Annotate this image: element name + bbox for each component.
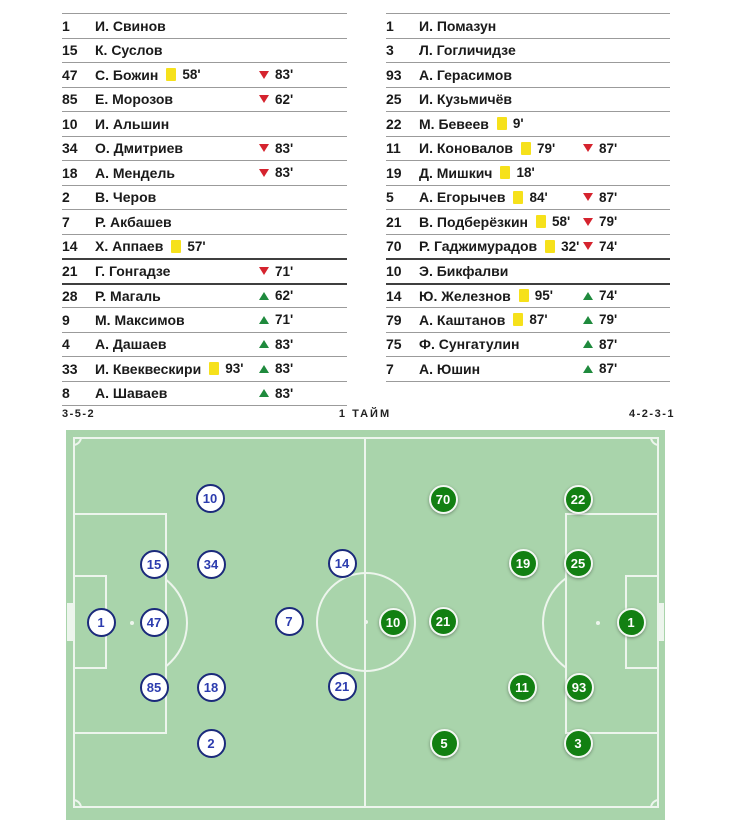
player-marker-home[interactable]: 47 — [140, 608, 169, 637]
player-marker-away[interactable]: 21 — [429, 607, 458, 636]
sub-in-icon — [583, 292, 593, 300]
player-name: С. Божин — [95, 66, 159, 83]
player-name: Д. Мишкич — [419, 164, 493, 181]
player-number: 1 — [386, 17, 394, 34]
sub-out-icon — [583, 218, 593, 226]
sub-minute: 87' — [599, 361, 618, 377]
player-name: А. Каштанов — [419, 311, 506, 328]
substitution — [583, 337, 617, 352]
sub-out-icon — [259, 95, 269, 103]
substitution — [583, 361, 617, 376]
player-row[interactable] — [62, 209, 347, 234]
player-row[interactable] — [386, 111, 670, 136]
player-row[interactable] — [62, 87, 347, 112]
player-number: 5 — [386, 189, 394, 206]
player-name: В. Подберёзкин — [419, 213, 529, 230]
yellow-card-icon — [519, 289, 529, 302]
yellow-card-icon — [209, 362, 219, 375]
player-marker-home[interactable]: 18 — [197, 673, 226, 702]
player-number: 33 — [62, 360, 78, 377]
player-name: А. Юшин — [419, 360, 481, 377]
sub-minute: 83' — [275, 165, 294, 181]
player-number: 15 — [62, 42, 78, 59]
substitution — [259, 67, 293, 82]
player-number: 7 — [62, 213, 70, 230]
yellow-card-icon — [513, 313, 523, 326]
substitution — [259, 312, 293, 327]
substitution — [583, 190, 617, 205]
player-number: 14 — [62, 238, 78, 255]
player-name: И. Квеквескири — [95, 360, 202, 377]
substitution — [583, 141, 617, 156]
player-row[interactable] — [62, 381, 347, 406]
player-row[interactable] — [386, 62, 670, 87]
player-marker-home[interactable]: 15 — [140, 550, 169, 579]
yellow-card-minute: 32' — [561, 238, 580, 254]
player-marker-home[interactable]: 7 — [275, 607, 304, 636]
yellow-card-icon — [545, 240, 555, 253]
sub-minute: 87' — [599, 189, 618, 205]
player-marker-home[interactable]: 2 — [197, 729, 226, 758]
sub-minute: 79' — [599, 214, 618, 230]
player-number: 11 — [386, 140, 401, 157]
player-name: Ф. Сунгатулин — [419, 336, 520, 353]
substitution — [259, 386, 293, 401]
sub-minute: 83' — [275, 385, 294, 401]
substitution — [583, 239, 617, 254]
player-row[interactable] — [386, 283, 670, 308]
sub-minute: 71' — [275, 312, 294, 328]
sub-out-icon — [259, 267, 269, 275]
sub-minute: 74' — [599, 238, 618, 254]
player-name: И. Свинов — [95, 17, 166, 34]
penalty-arc-right — [540, 567, 565, 679]
yellow-card-minute: 9' — [512, 116, 524, 132]
player-marker-away[interactable]: 93 — [565, 673, 594, 702]
yellow-card-icon — [536, 215, 546, 228]
player-name: К. Суслов — [95, 42, 163, 59]
substitution — [259, 264, 293, 279]
player-name: Р. Гаджимурадов — [419, 238, 538, 255]
player-row[interactable] — [62, 332, 347, 357]
yellow-card-minute: 84' — [529, 189, 548, 205]
player-number: 93 — [386, 66, 402, 83]
sub-in-icon — [259, 292, 269, 300]
player-number: 34 — [62, 140, 78, 157]
player-marker-home[interactable]: 85 — [140, 673, 169, 702]
sub-minute: 74' — [599, 288, 618, 304]
sub-minute: 87' — [599, 336, 618, 352]
player-name: М. Бевеев — [419, 115, 489, 132]
player-row[interactable] — [62, 307, 347, 332]
player-row[interactable] — [386, 185, 670, 210]
player-name: М. Максимов — [95, 311, 185, 328]
player-name: Р. Магаль — [95, 287, 161, 304]
sub-minute: 83' — [275, 336, 294, 352]
sub-out-icon — [259, 144, 269, 152]
player-row[interactable] — [386, 356, 670, 381]
sub-in-icon — [583, 316, 593, 324]
player-row[interactable] — [62, 136, 347, 161]
yellow-card-icon — [500, 166, 510, 179]
player-number: 1 — [62, 17, 70, 34]
player-row[interactable] — [386, 38, 670, 63]
player-number: 85 — [62, 91, 78, 108]
player-row[interactable] — [386, 258, 670, 283]
player-name: Х. Аппаев — [95, 238, 164, 255]
player-name: Э. Бикфалви — [419, 263, 509, 280]
player-marker-away[interactable]: 5 — [430, 729, 459, 758]
substitution — [259, 361, 293, 376]
player-number: 9 — [62, 311, 70, 328]
player-name: Г. Гонгадзе — [95, 263, 171, 280]
player-name: О. Дмитриев — [95, 140, 184, 157]
player-marker-home[interactable]: 10 — [196, 484, 225, 513]
player-row[interactable] — [386, 13, 670, 38]
player-name: И. Коновалов — [419, 140, 514, 157]
player-row[interactable] — [386, 209, 670, 234]
player-marker-home[interactable]: 1 — [87, 608, 116, 637]
substitution — [583, 214, 617, 229]
player-number: 25 — [386, 91, 402, 108]
player-name: А. Шаваев — [95, 385, 168, 402]
player-row[interactable] — [62, 111, 347, 136]
sub-out-icon — [259, 169, 269, 177]
pitch — [66, 430, 665, 820]
yellow-card-icon — [166, 68, 176, 81]
player-row[interactable] — [386, 87, 670, 112]
player-row[interactable] — [62, 356, 347, 381]
home-formation-label: 3-5-2 — [62, 408, 96, 420]
player-marker-home[interactable]: 34 — [197, 550, 226, 579]
sub-minute: 83' — [275, 140, 294, 156]
period-label: 1 ТАЙМ — [338, 408, 392, 420]
yellow-card-minute: 95' — [534, 288, 553, 304]
penalty-spot-right — [596, 621, 600, 625]
home-roster-list — [62, 13, 347, 406]
away-formation-label: 4-2-3-1 — [629, 408, 675, 420]
player-number: 2 — [62, 189, 70, 206]
player-marker-away[interactable]: 11 — [508, 673, 537, 702]
player-row[interactable] — [386, 307, 670, 332]
yellow-card-minute: 18' — [516, 165, 535, 181]
sub-in-icon — [259, 389, 269, 397]
away-roster-list — [386, 13, 670, 382]
player-number: 28 — [62, 287, 78, 304]
substitution — [259, 165, 293, 180]
sub-in-icon — [259, 340, 269, 348]
yellow-card-icon — [171, 240, 181, 253]
player-marker-away[interactable]: 1 — [617, 608, 646, 637]
penalty-arc-left — [167, 567, 192, 679]
substitution — [259, 288, 293, 303]
sub-minute: 71' — [275, 263, 294, 279]
player-number: 10 — [386, 263, 402, 280]
yellow-card-icon — [521, 142, 531, 155]
sub-minute: 87' — [599, 140, 618, 156]
goal-left — [67, 603, 73, 641]
player-marker-away[interactable]: 70 — [429, 485, 458, 514]
player-row[interactable] — [386, 332, 670, 357]
player-number: 4 — [62, 336, 70, 353]
substitution — [583, 288, 617, 303]
player-name: Л. Гогличидзе — [419, 42, 516, 59]
substitution — [259, 337, 293, 352]
sub-in-icon — [259, 316, 269, 324]
sub-out-icon — [583, 193, 593, 201]
player-number: 7 — [386, 360, 394, 377]
player-marker-home[interactable]: 21 — [328, 672, 357, 701]
player-number: 14 — [386, 287, 402, 304]
sub-out-icon — [583, 144, 593, 152]
sub-minute: 62' — [275, 91, 294, 107]
player-name: И. Кузьмичёв — [419, 91, 513, 108]
penalty-spot-left — [130, 621, 134, 625]
sub-minute: 83' — [275, 361, 294, 377]
goal-right — [658, 603, 664, 641]
yellow-card-minute: 87' — [529, 312, 548, 328]
player-row[interactable] — [386, 136, 670, 161]
player-name: А. Дашаев — [95, 336, 167, 353]
player-row[interactable] — [62, 234, 347, 259]
sub-minute: 83' — [275, 67, 294, 83]
player-name: И. Помазун — [419, 17, 497, 34]
player-number: 10 — [62, 115, 78, 132]
yellow-card-minute: 93' — [225, 361, 244, 377]
sub-minute: 79' — [599, 312, 618, 328]
player-marker-away[interactable]: 25 — [564, 549, 593, 578]
sub-in-icon — [583, 340, 593, 348]
player-row[interactable] — [62, 62, 347, 87]
player-number: 18 — [62, 164, 78, 181]
player-marker-away[interactable]: 19 — [509, 549, 538, 578]
player-row[interactable] — [386, 160, 670, 185]
player-name: Р. Акбашев — [95, 213, 172, 230]
player-name: Е. Морозов — [95, 91, 174, 108]
player-row[interactable] — [62, 185, 347, 210]
player-name: А. Егорычев — [419, 189, 506, 206]
player-number: 22 — [386, 115, 402, 132]
sub-out-icon — [583, 242, 593, 250]
player-number: 3 — [386, 42, 394, 59]
player-number: 47 — [62, 66, 78, 83]
player-name: В. Черов — [95, 189, 157, 206]
sub-in-icon — [583, 365, 593, 373]
player-name: И. Альшин — [95, 115, 170, 132]
player-row[interactable] — [62, 38, 347, 63]
sub-minute: 62' — [275, 288, 294, 304]
player-row[interactable] — [386, 234, 670, 259]
yellow-card-minute: 57' — [187, 238, 206, 254]
player-row[interactable] — [62, 13, 347, 38]
player-marker-home[interactable]: 14 — [328, 549, 357, 578]
yellow-card-icon — [497, 117, 507, 130]
player-row[interactable] — [62, 258, 347, 283]
yellow-card-minute: 58' — [552, 214, 571, 230]
player-number: 19 — [386, 164, 402, 181]
player-number: 75 — [386, 336, 402, 353]
yellow-card-minute: 79' — [537, 140, 556, 156]
pitch-center-spot — [364, 620, 368, 624]
player-row[interactable] — [62, 283, 347, 308]
yellow-card-icon — [513, 191, 523, 204]
substitution — [259, 141, 293, 156]
sub-in-icon — [259, 365, 269, 373]
substitution — [259, 92, 293, 107]
player-name: А. Герасимов — [419, 66, 512, 83]
player-number: 21 — [386, 213, 402, 230]
player-number: 70 — [386, 238, 402, 255]
player-marker-away[interactable]: 22 — [564, 485, 593, 514]
player-number: 8 — [62, 385, 70, 402]
player-marker-away[interactable]: 10 — [379, 608, 408, 637]
player-name: Ю. Железнов — [419, 287, 511, 304]
player-number: 79 — [386, 311, 402, 328]
player-number: 21 — [62, 263, 78, 280]
substitution — [583, 312, 617, 327]
player-marker-away[interactable]: 3 — [564, 729, 593, 758]
yellow-card-minute: 58' — [182, 67, 201, 83]
sub-out-icon — [259, 71, 269, 79]
player-row[interactable] — [62, 160, 347, 185]
player-name: А. Мендель — [95, 164, 175, 181]
